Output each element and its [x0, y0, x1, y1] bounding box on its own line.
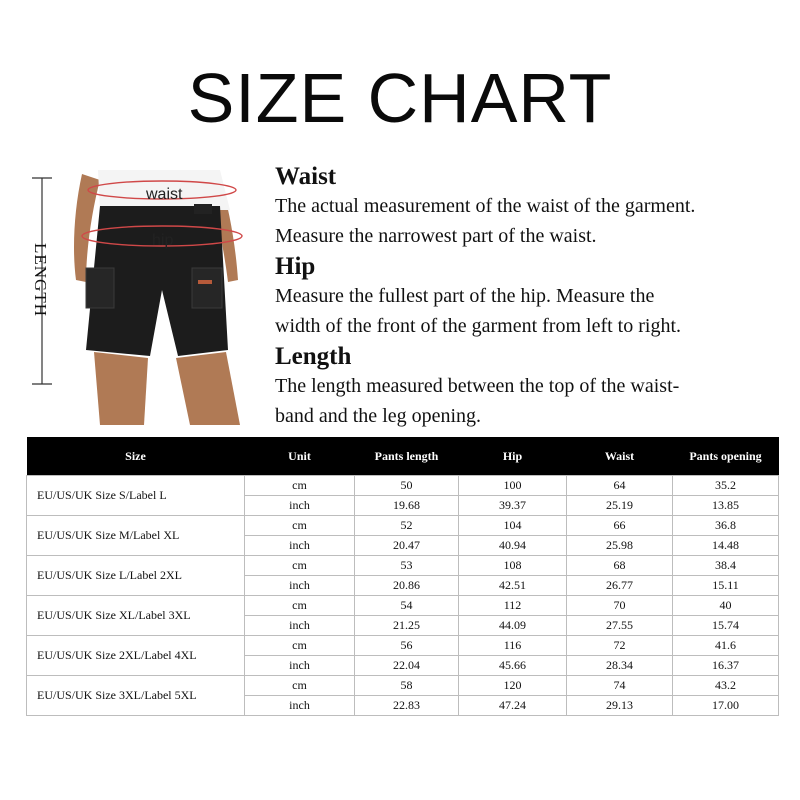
hip-label: hip: [152, 232, 174, 249]
size-label: EU/US/UK Size L/Label 2XL: [27, 556, 245, 596]
table-row: [27, 476, 779, 496]
unit-cell: cm: [245, 516, 355, 536]
waist-cell: 25.98: [567, 536, 673, 556]
pants-opening-cell: 40: [673, 596, 779, 616]
hip-cell: 45.66: [459, 656, 567, 676]
unit-cell: inch: [245, 496, 355, 516]
waist-cell: 68: [567, 556, 673, 576]
header-pants-opening: Pants opening: [673, 437, 779, 476]
hip-cell: 47.24: [459, 696, 567, 716]
waist-line-2: Measure the narrowest part of the waist.: [275, 225, 597, 247]
waist-label: waist: [146, 186, 183, 203]
pants-opening-cell: 38.4: [673, 556, 779, 576]
table-row: [27, 516, 779, 536]
pants-opening-cell: 35.2: [673, 476, 779, 496]
length-heading: Length: [275, 343, 352, 370]
pants-opening-cell: 14.48: [673, 536, 779, 556]
unit-cell: inch: [245, 616, 355, 636]
unit-cell: cm: [245, 556, 355, 576]
hip-cell: 112: [459, 596, 567, 616]
pants-length-cell: 50: [355, 476, 459, 496]
pants-length-cell: 54: [355, 596, 459, 616]
pants-opening-cell: 13.85: [673, 496, 779, 516]
size-label: EU/US/UK Size 2XL/Label 4XL: [27, 636, 245, 676]
header-waist: Waist: [567, 437, 673, 476]
waist-cell: 26.77: [567, 576, 673, 596]
pants-length-cell: 22.83: [355, 696, 459, 716]
header-pants-length: Pants length: [355, 437, 459, 476]
length-line-2: band and the leg opening.: [275, 405, 482, 427]
unit-cell: cm: [245, 676, 355, 696]
size-label: EU/US/UK Size M/Label XL: [27, 516, 245, 556]
size-label: EU/US/UK Size S/Label L: [27, 476, 245, 516]
hip-cell: 44.09: [459, 616, 567, 636]
waist-line-1: The actual measurement of the waist of the garment.: [275, 195, 696, 217]
pants-length-cell: 20.47: [355, 536, 459, 556]
hip-line-1: Measure the fullest part of the hip. Measure the: [275, 285, 655, 307]
table-header-row: [27, 437, 779, 476]
pants-length-cell: 19.68: [355, 496, 459, 516]
waist-cell: 29.13: [567, 696, 673, 716]
table-row: [27, 596, 779, 616]
pants-length-cell: 53: [355, 556, 459, 576]
waist-cell: 72: [567, 636, 673, 656]
unit-cell: inch: [245, 656, 355, 676]
pants-length-cell: 56: [355, 636, 459, 656]
unit-cell: cm: [245, 476, 355, 496]
size-label: EU/US/UK Size XL/Label 3XL: [27, 596, 245, 636]
size-label: EU/US/UK Size 3XL/Label 5XL: [27, 676, 245, 716]
waist-cell: 28.34: [567, 656, 673, 676]
model-shorts-photo: [70, 170, 245, 425]
waist-cell: 25.19: [567, 496, 673, 516]
pants-opening-cell: 16.37: [673, 656, 779, 676]
table-row: [27, 636, 779, 656]
hip-line-2: width of the front of the garment from left to right.: [275, 315, 682, 337]
unit-cell: inch: [245, 576, 355, 596]
hip-cell: 120: [459, 676, 567, 696]
hip-cell: 108: [459, 556, 567, 576]
unit-cell: inch: [245, 536, 355, 556]
pants-opening-cell: 17.00: [673, 696, 779, 716]
pants-opening-cell: 15.74: [673, 616, 779, 636]
pants-length-cell: 20.86: [355, 576, 459, 596]
hip-heading: Hip: [275, 253, 316, 280]
waist-cell: 64: [567, 476, 673, 496]
unit-cell: inch: [245, 696, 355, 716]
unit-cell: cm: [245, 596, 355, 616]
hip-cell: 116: [459, 636, 567, 656]
hip-cell: 40.94: [459, 536, 567, 556]
unit-cell: cm: [245, 636, 355, 656]
table-row: [27, 556, 779, 576]
table-row: [27, 676, 779, 696]
hip-cell: 39.37: [459, 496, 567, 516]
page-title: SIZE CHART: [187, 59, 613, 137]
length-definition: [275, 343, 785, 431]
size-table: [26, 437, 779, 716]
waist-cell: 66: [567, 516, 673, 536]
hip-cell: 42.51: [459, 576, 567, 596]
waist-heading: Waist: [275, 163, 337, 190]
header-hip: Hip: [459, 437, 567, 476]
pants-length-cell: 22.04: [355, 656, 459, 676]
waist-cell: 74: [567, 676, 673, 696]
header-size: Size: [27, 437, 245, 476]
length-label: LENGTH: [31, 243, 50, 317]
hip-cell: 100: [459, 476, 567, 496]
pants-opening-cell: 43.2: [673, 676, 779, 696]
hip-definition: [275, 253, 785, 341]
length-line-1: The length measured between the top of the waist-: [275, 375, 680, 397]
pants-opening-cell: 15.11: [673, 576, 779, 596]
hip-cell: 104: [459, 516, 567, 536]
pants-length-cell: 21.25: [355, 616, 459, 636]
pants-length-cell: 58: [355, 676, 459, 696]
pants-opening-cell: 36.8: [673, 516, 779, 536]
waist-cell: 70: [567, 596, 673, 616]
header-unit: Unit: [245, 437, 355, 476]
waist-cell: 27.55: [567, 616, 673, 636]
pants-opening-cell: 41.6: [673, 636, 779, 656]
waist-definition: [275, 163, 785, 251]
pants-length-cell: 52: [355, 516, 459, 536]
